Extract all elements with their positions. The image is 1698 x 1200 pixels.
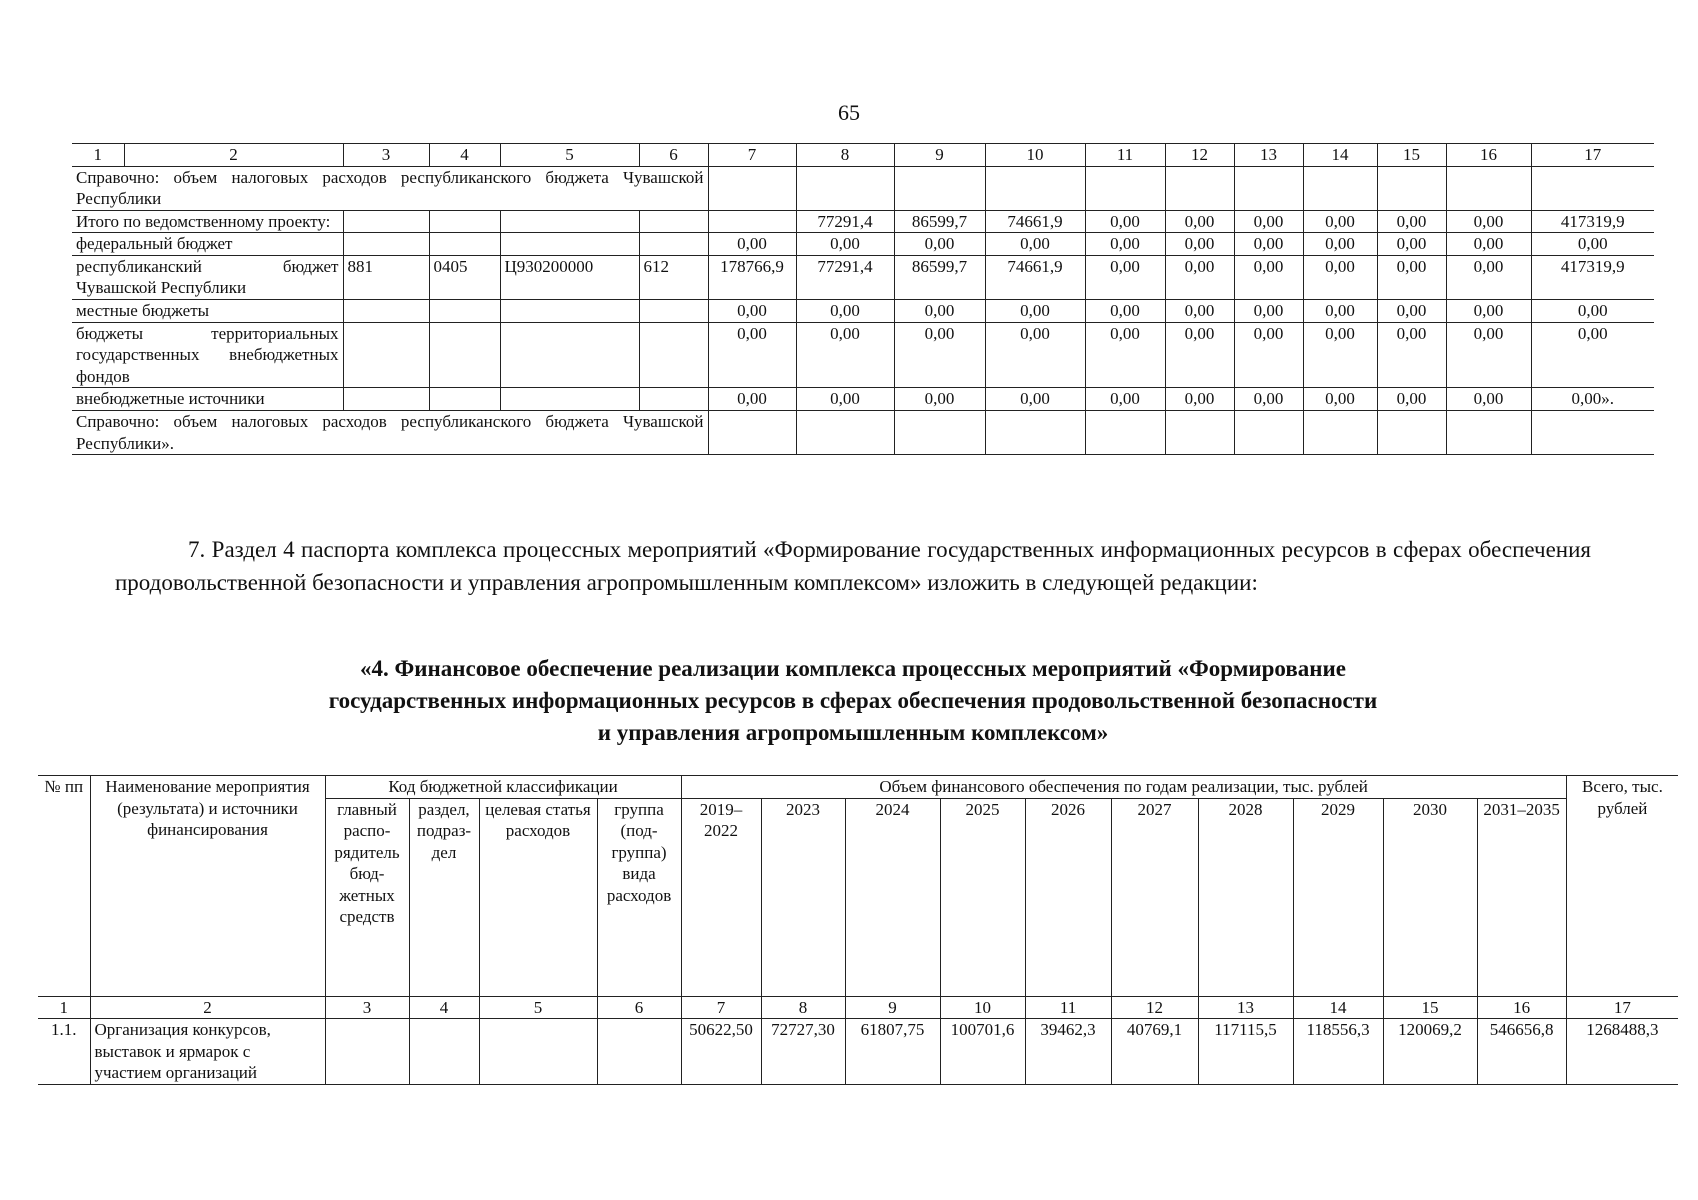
row-value: 0,00 bbox=[1446, 322, 1531, 388]
table-row bbox=[72, 300, 1654, 323]
col-number: 1 bbox=[72, 144, 124, 167]
row-name: Организация конкурсов, выставок и ярмарок с участием организаций bbox=[90, 1019, 325, 1085]
row-value: 0,00 bbox=[1165, 388, 1234, 411]
row-value: 39462,3 bbox=[1025, 1019, 1111, 1085]
row-value: 0,00 bbox=[1085, 388, 1165, 411]
row-value: 417319,9 bbox=[1531, 255, 1654, 299]
empty-cell bbox=[1531, 166, 1654, 210]
row-label: республиканский бюджет Чувашской Республики bbox=[72, 255, 343, 299]
row-code bbox=[479, 1019, 597, 1085]
heading-line: и управления агропромышленным комплексом» bbox=[597, 720, 1109, 745]
header-kbk: Код бюджетной классификации bbox=[325, 776, 681, 799]
row-code bbox=[639, 388, 708, 411]
budget-table-continuation bbox=[72, 143, 1654, 455]
col-number: 10 bbox=[985, 144, 1085, 167]
table-row bbox=[72, 233, 1654, 256]
col-number: 8 bbox=[761, 996, 845, 1019]
row-value: 0,00 bbox=[1377, 210, 1446, 233]
row-value: 0,00 bbox=[894, 300, 985, 323]
table-row bbox=[72, 410, 1654, 454]
row-value: 0,00 bbox=[796, 233, 894, 256]
empty-cell bbox=[1446, 166, 1531, 210]
empty-cell bbox=[708, 166, 796, 210]
row-value: 178766,9 bbox=[708, 255, 796, 299]
row-value: 0,00 bbox=[796, 388, 894, 411]
col-number: 11 bbox=[1085, 144, 1165, 167]
row-label: федеральный бюджет bbox=[72, 233, 343, 256]
row-value: 0,00 bbox=[1303, 255, 1377, 299]
row-value: 0,00 bbox=[1234, 322, 1303, 388]
row-value: 77291,4 bbox=[796, 255, 894, 299]
row-value: 86599,7 bbox=[894, 210, 985, 233]
row-code: Ц930200000 bbox=[500, 255, 639, 299]
row-value: 0,00 bbox=[1085, 233, 1165, 256]
row-value: 40769,1 bbox=[1111, 1019, 1198, 1085]
col-number: 11 bbox=[1025, 996, 1111, 1019]
row-code bbox=[639, 210, 708, 233]
header-year: 2025 bbox=[940, 798, 1025, 996]
row-value: 417319,9 bbox=[1531, 210, 1654, 233]
header-kbk-sub: группа (подгруппа) вида расходов bbox=[597, 798, 681, 996]
empty-cell bbox=[1234, 166, 1303, 210]
row-value: 0,00 bbox=[1446, 300, 1531, 323]
header-year: 2026 bbox=[1025, 798, 1111, 996]
row-value: 118556,3 bbox=[1293, 1019, 1383, 1085]
table-row bbox=[72, 166, 1654, 210]
col-number: 5 bbox=[479, 996, 597, 1019]
row-value bbox=[708, 210, 796, 233]
row-value: 0,00 bbox=[1085, 210, 1165, 233]
row-value: 0,00 bbox=[1234, 233, 1303, 256]
empty-cell bbox=[894, 410, 985, 454]
col-number: 16 bbox=[1477, 996, 1566, 1019]
row-value: 0,00 bbox=[1446, 388, 1531, 411]
col-number: 14 bbox=[1303, 144, 1377, 167]
col-number: 9 bbox=[845, 996, 940, 1019]
empty-cell bbox=[1446, 410, 1531, 454]
row-code bbox=[597, 1019, 681, 1085]
row-value: 0,00 bbox=[1165, 300, 1234, 323]
row-value: 0,00 bbox=[1234, 210, 1303, 233]
header-kbk-sub: раздел, подраздел bbox=[409, 798, 479, 996]
header-row bbox=[38, 776, 1678, 799]
row-label: местные бюджеты bbox=[72, 300, 343, 323]
empty-cell bbox=[1303, 166, 1377, 210]
row-value: 0,00 bbox=[1377, 233, 1446, 256]
row-value: 100701,6 bbox=[940, 1019, 1025, 1085]
col-number: 17 bbox=[1566, 996, 1678, 1019]
row-code bbox=[500, 210, 639, 233]
empty-cell bbox=[985, 410, 1085, 454]
page-number: 65 bbox=[838, 100, 860, 125]
row-code bbox=[409, 1019, 479, 1085]
row-code bbox=[429, 300, 500, 323]
col-number: 14 bbox=[1293, 996, 1383, 1019]
row-label: бюджеты территориальных государственных внебюджетных фондов bbox=[72, 322, 343, 388]
row-value: 0,00 bbox=[796, 300, 894, 323]
heading-line: «4. Финансовое обеспечение реализации комплекса процессных мероприятий «Формирование bbox=[360, 656, 1346, 681]
table-row bbox=[72, 255, 1654, 299]
row-value: 86599,7 bbox=[894, 255, 985, 299]
row-value: 0,00 bbox=[1531, 300, 1654, 323]
row-value: 0,00 bbox=[985, 388, 1085, 411]
header-year: 2029 bbox=[1293, 798, 1383, 996]
row-value: 0,00 bbox=[985, 233, 1085, 256]
empty-cell bbox=[1377, 410, 1446, 454]
empty-cell bbox=[1165, 410, 1234, 454]
row-value: 0,00 bbox=[1234, 255, 1303, 299]
row-code bbox=[429, 388, 500, 411]
row-value: 0,00 bbox=[1377, 300, 1446, 323]
header-no: № пп bbox=[38, 776, 90, 997]
col-number: 15 bbox=[1383, 996, 1477, 1019]
row-value: 0,00 bbox=[894, 388, 985, 411]
col-number: 13 bbox=[1198, 996, 1293, 1019]
row-code bbox=[343, 388, 429, 411]
header-year: 2019–2022 bbox=[681, 798, 761, 996]
row-code bbox=[500, 322, 639, 388]
row-value: 0,00 bbox=[1165, 233, 1234, 256]
row-code bbox=[343, 322, 429, 388]
row-label: Итого по ведомственному проекту: bbox=[72, 210, 343, 233]
row-value: 0,00 bbox=[796, 322, 894, 388]
header-kbk-sub: целевая статья расходов bbox=[479, 798, 597, 996]
col-number: 10 bbox=[940, 996, 1025, 1019]
row-value: 72727,30 bbox=[761, 1019, 845, 1085]
row-value: 61807,75 bbox=[845, 1019, 940, 1085]
col-number: 16 bbox=[1446, 144, 1531, 167]
empty-cell bbox=[1234, 410, 1303, 454]
row-code bbox=[343, 300, 429, 323]
row-value: 0,00 bbox=[1377, 255, 1446, 299]
col-number: 1 bbox=[38, 996, 90, 1019]
empty-cell bbox=[985, 166, 1085, 210]
col-number: 17 bbox=[1531, 144, 1654, 167]
header-year: 2023 bbox=[761, 798, 845, 996]
row-code bbox=[429, 233, 500, 256]
header-volume: Объем финансового обеспечения по годам реализации, тыс. рублей bbox=[681, 776, 1566, 799]
row-code bbox=[639, 300, 708, 323]
col-number: 2 bbox=[90, 996, 325, 1019]
col-number: 4 bbox=[409, 996, 479, 1019]
empty-cell bbox=[894, 166, 985, 210]
col-number: 6 bbox=[597, 996, 681, 1019]
row-code bbox=[639, 322, 708, 388]
header-total: Всего, тыс. рублей bbox=[1566, 776, 1678, 997]
col-number: 7 bbox=[681, 996, 761, 1019]
row-code bbox=[343, 233, 429, 256]
empty-cell bbox=[1085, 410, 1165, 454]
col-number: 2 bbox=[124, 144, 343, 167]
row-value: 0,00 bbox=[1446, 255, 1531, 299]
row-value: 74661,9 bbox=[985, 210, 1085, 233]
col-number: 5 bbox=[500, 144, 639, 167]
table-row bbox=[72, 210, 1654, 233]
row-code bbox=[500, 388, 639, 411]
empty-cell bbox=[1531, 410, 1654, 454]
row-value: 0,00 bbox=[1446, 210, 1531, 233]
column-number-row bbox=[38, 996, 1678, 1019]
row-code bbox=[429, 322, 500, 388]
header-year: 2027 bbox=[1111, 798, 1198, 996]
row-code bbox=[500, 300, 639, 323]
col-number: 4 bbox=[429, 144, 500, 167]
col-number: 3 bbox=[343, 144, 429, 167]
header-year: 2030 bbox=[1383, 798, 1477, 996]
row-value: 0,00 bbox=[1377, 388, 1446, 411]
header-year: 2028 bbox=[1198, 798, 1293, 996]
row-value: 0,00 bbox=[1303, 210, 1377, 233]
col-number: 12 bbox=[1111, 996, 1198, 1019]
row-value: 0,00 bbox=[1303, 322, 1377, 388]
table-row bbox=[72, 322, 1654, 388]
row-code: 0405 bbox=[429, 255, 500, 299]
row-value: 0,00 bbox=[1377, 322, 1446, 388]
col-number: 9 bbox=[894, 144, 985, 167]
empty-cell bbox=[1303, 410, 1377, 454]
row-label: Справочно: объем налоговых расходов республиканского бюджета Чувашской Республики». bbox=[72, 410, 708, 454]
row-total: 1268488,3 bbox=[1566, 1019, 1678, 1085]
empty-cell bbox=[1165, 166, 1234, 210]
row-value: 0,00 bbox=[708, 233, 796, 256]
col-number: 15 bbox=[1377, 144, 1446, 167]
row-code bbox=[429, 210, 500, 233]
row-value: 74661,9 bbox=[985, 255, 1085, 299]
row-value: 117115,5 bbox=[1198, 1019, 1293, 1085]
row-value: 0,00 bbox=[1303, 388, 1377, 411]
row-value: 0,00 bbox=[1446, 233, 1531, 256]
empty-cell bbox=[796, 166, 894, 210]
row-value: 0,00 bbox=[1085, 322, 1165, 388]
empty-cell bbox=[796, 410, 894, 454]
table-row bbox=[72, 388, 1654, 411]
row-value: 0,00 bbox=[1165, 255, 1234, 299]
header-name: Наименование мероприятия (результата) и источники финансирования bbox=[90, 776, 325, 997]
row-value: 0,00 bbox=[1234, 388, 1303, 411]
row-value: 120069,2 bbox=[1383, 1019, 1477, 1085]
row-label: внебюджетные источники bbox=[72, 388, 343, 411]
col-number: 7 bbox=[708, 144, 796, 167]
row-value: 0,00 bbox=[708, 322, 796, 388]
column-number-row bbox=[72, 144, 1654, 167]
row-value: 0,00 bbox=[1085, 300, 1165, 323]
row-value: 0,00 bbox=[1303, 233, 1377, 256]
heading-line: государственных информационных ресурсов в сферах обеспечения продовольственной безопасности bbox=[328, 688, 1378, 713]
row-value: 0,00 bbox=[708, 388, 796, 411]
row-code bbox=[500, 233, 639, 256]
row-value: 0,00 bbox=[894, 233, 985, 256]
row-code bbox=[325, 1019, 409, 1085]
row-value: 0,00». bbox=[1531, 388, 1654, 411]
row-value: 0,00 bbox=[708, 300, 796, 323]
row-value: 0,00 bbox=[1531, 233, 1654, 256]
row-label: Справочно: объем налоговых расходов республиканского бюджета Чувашской Республики bbox=[72, 166, 708, 210]
row-value: 0,00 bbox=[1165, 322, 1234, 388]
row-value: 0,00 bbox=[1303, 300, 1377, 323]
row-code bbox=[639, 233, 708, 256]
row-value: 0,00 bbox=[1234, 300, 1303, 323]
row-code bbox=[343, 210, 429, 233]
empty-cell bbox=[1085, 166, 1165, 210]
table-row bbox=[38, 1019, 1678, 1085]
header-year: 2031–2035 bbox=[1477, 798, 1566, 996]
empty-cell bbox=[1377, 166, 1446, 210]
section-heading bbox=[115, 653, 1591, 749]
col-number: 6 bbox=[639, 144, 708, 167]
col-number: 8 bbox=[796, 144, 894, 167]
row-value: 0,00 bbox=[985, 300, 1085, 323]
empty-cell bbox=[708, 410, 796, 454]
financing-table bbox=[38, 775, 1678, 1085]
amendment-paragraph: 7. Раздел 4 паспорта комплекса процессных мероприятий «Формирование государственных информационных ресурсов в сферах обеспечения продовольственной безопасности и управления агропромышленным комплексом» изложить в следующей редакции: bbox=[115, 537, 1591, 595]
row-value: 0,00 bbox=[894, 322, 985, 388]
row-value: 0,00 bbox=[1165, 210, 1234, 233]
row-value: 0,00 bbox=[1531, 322, 1654, 388]
row-value: 77291,4 bbox=[796, 210, 894, 233]
col-number: 13 bbox=[1234, 144, 1303, 167]
row-value: 50622,50 bbox=[681, 1019, 761, 1085]
row-code: 612 bbox=[639, 255, 708, 299]
row-number: 1.1. bbox=[38, 1019, 90, 1085]
header-year: 2024 bbox=[845, 798, 940, 996]
col-number: 12 bbox=[1165, 144, 1234, 167]
row-value: 0,00 bbox=[985, 322, 1085, 388]
row-value: 0,00 bbox=[1085, 255, 1165, 299]
col-number: 3 bbox=[325, 996, 409, 1019]
header-kbk-sub: главный распорядитель бюджетных средств bbox=[325, 798, 409, 996]
row-value: 546656,8 bbox=[1477, 1019, 1566, 1085]
row-code: 881 bbox=[343, 255, 429, 299]
